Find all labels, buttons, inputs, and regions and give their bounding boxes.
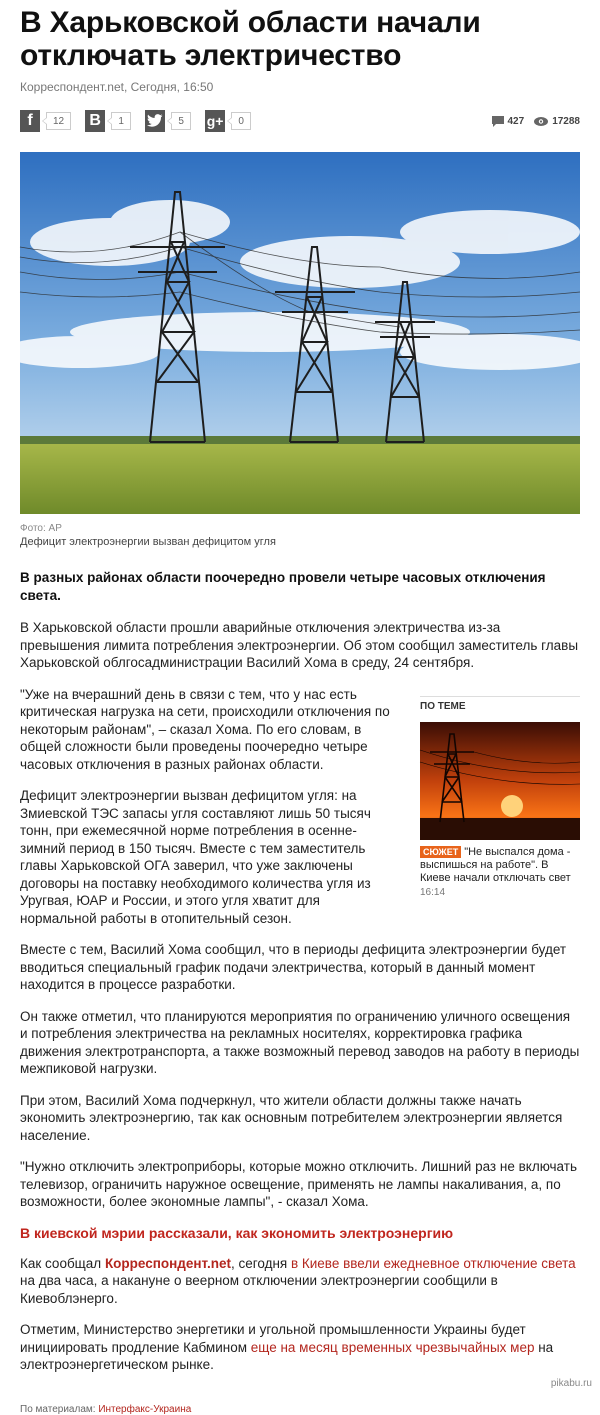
related-headline[interactable]: "Не выспался дома - выспишься на работе". В Киеве начали отключать свет xyxy=(420,845,571,884)
comments-count: 427 xyxy=(507,115,525,127)
share-vkontakte[interactable] xyxy=(85,110,131,132)
share-twitter[interactable] xyxy=(145,110,191,132)
paragraph: Он также отметил, что планируются мероприятия по ограничению уличного освещения и потребления электричества на рекламных носителях, корректировка графика движения электротранспорта, а также возможный перевод заводов на работу в периоды межпиковой нагрузки. xyxy=(20,1008,580,1076)
watermark: pikabu.ru xyxy=(550,1378,592,1389)
source-label: По материалам: xyxy=(20,1403,99,1415)
article-byline: Корреспондент.net, Сегодня, 16:50 xyxy=(20,80,214,94)
body-with-sidebar xyxy=(20,686,580,928)
views-count: 17288 xyxy=(552,115,580,127)
text-span: на электроэнергетическом рынке. xyxy=(20,1339,554,1372)
text-span: , сегодня xyxy=(230,1255,291,1271)
paragraph: Дефицит электроэнергии вызван дефицитом угля: на Змиевской ТЭС запасы угля составляют лишь 50 тысяч тонн, при ежемесячной норме потребления в осенне-зимний период в 150 тысяч. Вместе с тем заместитель главы Харьковской ОГА заверил, что уже заключены договоры на поставку необходимого количества угля из Уругвая, ЮАР и России, и этого угля хватит для нормальной работы в отопительный сезон. xyxy=(20,788,371,926)
related-time: 16:14 xyxy=(420,886,446,898)
inline-link[interactable]: в Киеве ввели ежедневное отключение света xyxy=(290,1255,576,1271)
related-item[interactable] xyxy=(420,846,580,885)
related-sidebar xyxy=(420,696,580,928)
article xyxy=(20,0,580,1415)
paragraph xyxy=(20,1255,580,1308)
paragraph: "Уже на вчерашний день в связи с тем, что у нас есть критическая нагрузка на сети, происходили отключения по некоторым районам", – сказал Хома. По его словам, в общей сложности были проведены поочередно четыре часовых отключения в разных районах области. xyxy=(20,686,390,772)
share-google-plus[interactable] xyxy=(205,110,251,132)
share-count: 12 xyxy=(46,112,71,130)
twitter-icon[interactable] xyxy=(145,110,165,132)
source-attribution-link[interactable]: Интерфакс-Украина xyxy=(98,1403,192,1415)
paragraph: При этом, Василий Хома подчеркнул, что жители области должны также начать экономить электроэнергию, так как основным потребителем электроэнергии является население. xyxy=(20,1092,563,1143)
comments-stat[interactable] xyxy=(492,116,525,127)
article-title: В Харьковской области начали отключать электричество xyxy=(20,6,481,72)
views-stat xyxy=(534,116,580,127)
share-count: 5 xyxy=(171,112,191,130)
paragraph xyxy=(20,1321,580,1374)
paragraph: Вместе с тем, Василий Хома сообщил, что в периоды дефицита электроэнергии будет вводиться специальный график подачи электричества, который в данный момент находится в процессе разработки. xyxy=(20,942,567,992)
text-span: на два часа, а накануне о веерном отключении электроэнергии сообщили в Киевоблэнерго. xyxy=(20,1273,498,1306)
related-article-heading-link[interactable]: В киевской мэрии рассказали, как экономить электроэнергию xyxy=(20,1224,454,1241)
facebook-icon[interactable]: f xyxy=(20,110,40,132)
sidebar-header: ПО ТЕМЕ xyxy=(420,696,580,712)
photo-credit: Фото: AP xyxy=(20,523,62,534)
share-count: 0 xyxy=(231,112,251,130)
share-bar xyxy=(20,108,580,134)
story-tag: СЮЖЕТ xyxy=(420,846,461,858)
comment-icon xyxy=(492,116,504,127)
source-attribution xyxy=(20,1404,580,1415)
related-thumbnail[interactable] xyxy=(420,722,580,840)
text-span: Отметим, Министерство энергетики и угольной промышленности Украины будет инициировать продление Кабмином xyxy=(20,1322,526,1355)
share-count: 1 xyxy=(111,112,131,130)
paragraph: "Нужно отключить электроприборы, которые можно отключить. Лишний раз не включать телевизор, ограничить наружное освещение, применять не лампы накаливания, а, по возможности, более экономные лампы", - сказал Хома. xyxy=(20,1159,577,1209)
source-link[interactable]: Корреспондент.net xyxy=(104,1255,231,1271)
vkontakte-icon[interactable]: В xyxy=(85,110,105,132)
eye-icon xyxy=(534,117,548,126)
article-stats xyxy=(482,116,581,127)
photo-caption: Дефицит электроэнергии вызван дефицитом угля xyxy=(20,536,276,548)
share-facebook[interactable] xyxy=(20,110,71,132)
article-photo xyxy=(20,152,580,514)
inline-link[interactable]: еще на месяц временных чрезвычайных мер xyxy=(250,1339,535,1355)
main-column xyxy=(20,686,400,928)
article-lead: В разных районах области поочередно провели четыре часовых отключения света. xyxy=(20,570,546,603)
paragraph: В Харьковской области прошли аварийные отключения электричества из-за превышения лимита потребления электроэнергии. Об этом сообщил заместитель главы Харьковской облгосадминистрации Василий Хома в среду, 24 сентября. xyxy=(20,620,579,670)
text-span: Как сообщал xyxy=(20,1255,105,1271)
google-plus-icon[interactable]: g+ xyxy=(205,110,225,132)
